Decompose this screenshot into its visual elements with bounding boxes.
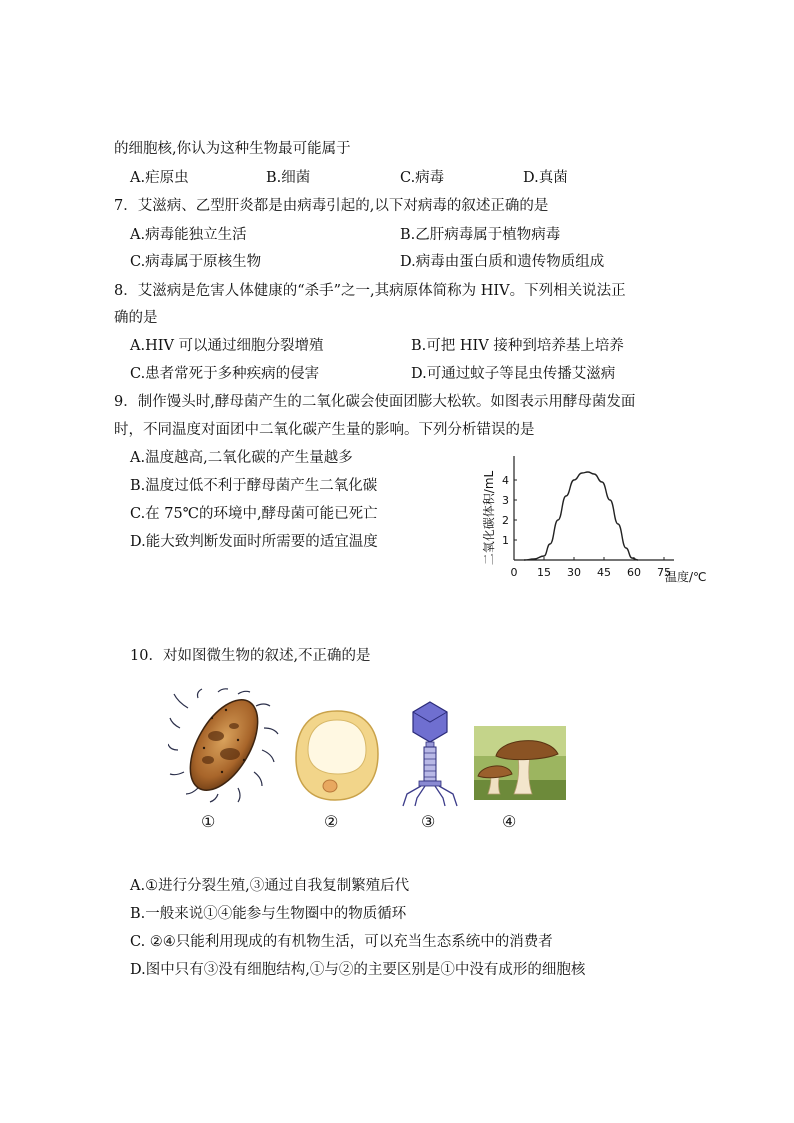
q10-option-b: B.一般来说①④能参与生物圈中的物质循环 [130, 906, 407, 922]
x-tick-label: 45 [597, 566, 611, 579]
q6-option-c: C.病毒 [400, 170, 445, 186]
q9-option-a: A.温度越高,二氧化碳的产生量越多 [130, 450, 353, 466]
q8-option-c: C.患者常死于多种疾病的侵害 [130, 366, 320, 382]
y-tick-label: 2 [502, 514, 509, 527]
q9-option-d: D.能大致判断发面时所需要的适宜温度 [130, 534, 378, 550]
q7-stem: 7．艾滋病、乙型肝炎都是由病毒引起的,以下对病毒的叙述正确的是 [114, 198, 549, 214]
figure-label-2: ② [324, 812, 339, 831]
yeast-cell-picture [292, 708, 382, 803]
bacterium-picture [168, 688, 280, 803]
q7-option-b: B.乙肝病毒属于植物病毒 [400, 227, 561, 243]
figure-label-3: ③ [421, 812, 436, 831]
chart-axes [514, 456, 674, 560]
y-tick-label: 3 [502, 494, 509, 507]
x-tick-label: 0 [510, 566, 518, 579]
x-tick-label: 60 [627, 566, 641, 579]
bacteriophage-picture [395, 700, 465, 808]
co2-temperature-chart [478, 448, 728, 588]
q8-stem-line2: 确的是 [114, 310, 158, 326]
q10-option-d: D.图中只有③没有细胞结构,①与②的主要区别是①中没有成形的细胞核 [130, 962, 586, 978]
y-tick-label: 4 [502, 474, 509, 487]
x-tick-label: 30 [567, 566, 581, 579]
q6-stem-tail: 的细胞核,你认为这种生物最可能属于 [114, 141, 351, 157]
q9-option-b: B.温度过低不利于酵母菌产生二氧化碳 [130, 478, 378, 494]
figure-label-1: ① [201, 812, 216, 831]
q8-option-a: A.HIV 可以通过细胞分裂增殖 [130, 338, 324, 354]
co2-curve-line [524, 472, 638, 560]
x-tick-label: 15 [537, 566, 551, 579]
q6-option-a: A.疟原虫 [130, 170, 189, 186]
chart-ticks [502, 474, 671, 579]
q10-stem: 10．对如图微生物的叙述,不正确的是 [130, 648, 371, 664]
q10-option-c: C. ②④只能利用现成的有机物生活，可以充当生态系统中的消费者 [130, 934, 553, 950]
q7-option-d: D.病毒由蛋白质和遗传物质组成 [400, 254, 605, 270]
q7-option-c: C.病毒属于原核生物 [130, 254, 262, 270]
q8-option-b: B.可把 HIV 接种到培养基上培养 [411, 338, 624, 354]
y-tick-label: 1 [502, 534, 509, 547]
q9-stem-line1: 9．制作馒头时,酵母菌产生的二氧化碳会使面团膨大松软。如图表示用酵母菌发面 [114, 394, 636, 410]
q7-option-a: A.病毒能独立生活 [130, 227, 247, 243]
q10-option-a: A.①进行分裂生殖,③通过自我复制繁殖后代 [130, 878, 410, 894]
q9-stem-line2: 时，不同温度对面团中二氧化碳产生量的影响。下列分析错误的是 [114, 422, 535, 438]
q9-option-c: C.在 75℃的环境中,酵母菌可能已死亡 [130, 506, 378, 522]
chart-y-axis-label: 二氧化碳体积/mL [482, 470, 496, 566]
q6-option-d: D.真菌 [523, 170, 568, 186]
q8-option-d: D.可通过蚊子等昆虫传播艾滋病 [411, 366, 616, 382]
chart-x-axis-label: 温度/℃ [665, 570, 707, 584]
q6-option-b: B.细菌 [266, 170, 311, 186]
figure-label-4: ④ [502, 812, 517, 831]
x-tick-label: 75 [657, 566, 671, 579]
q8-stem-line1: 8．艾滋病是危害人体健康的“杀手”之一,其病原体简称为 HIV。下列相关说法正 [114, 283, 626, 299]
mushroom-picture [474, 726, 566, 800]
